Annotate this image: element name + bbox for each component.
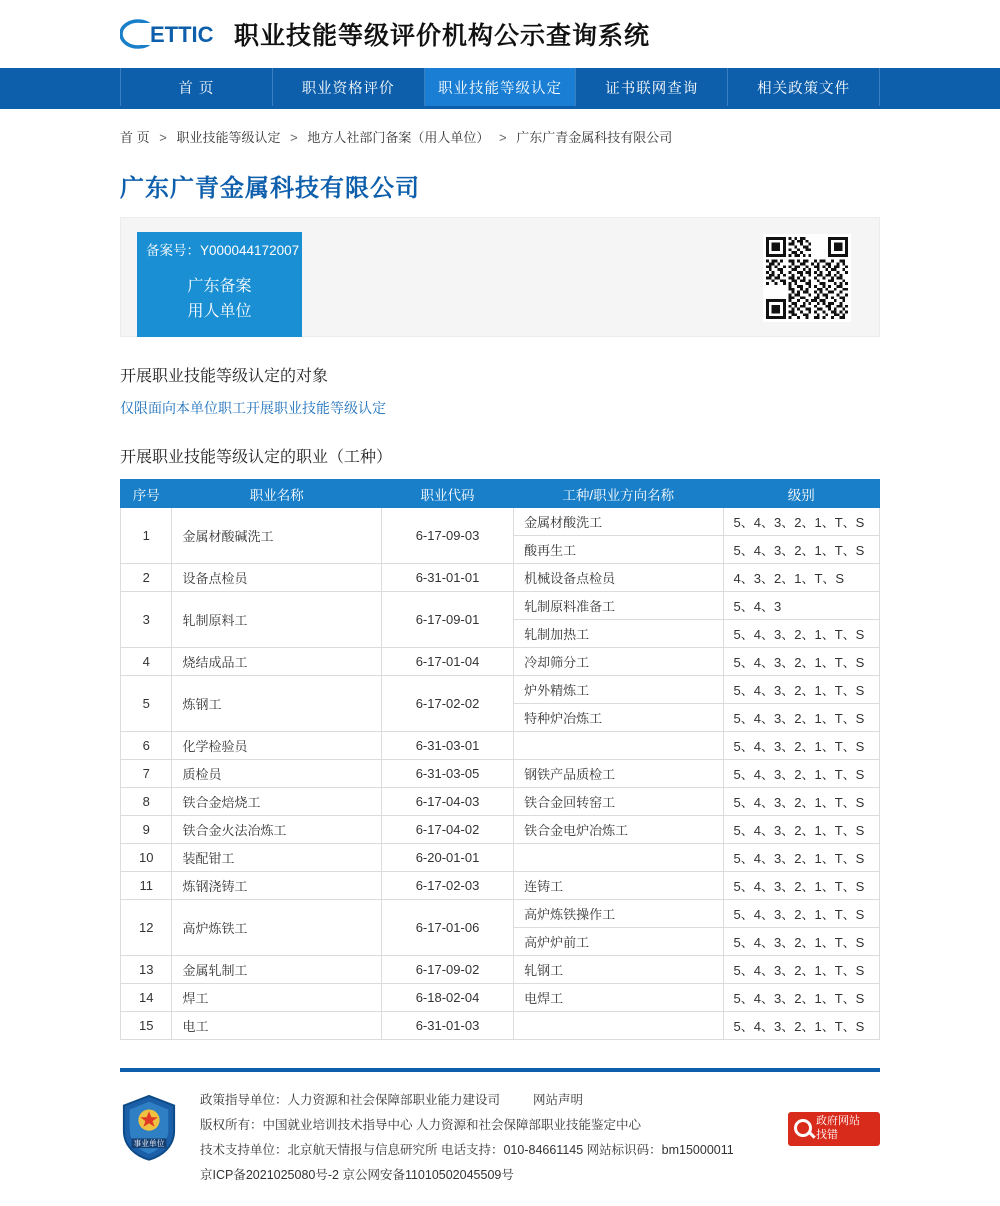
cell-direction-name: 高炉炉前工 [514, 928, 723, 956]
table-row [121, 788, 880, 816]
svg-text:事业单位: 事业单位 [133, 1139, 165, 1149]
cell-occupation-code: 6-20-01-01 [381, 844, 513, 872]
cell-index: 15 [121, 1012, 172, 1040]
breadcrumb-separator: > [159, 130, 167, 145]
cell-level: 5、4、3、2、1、T、S [723, 536, 879, 564]
cell-occupation-name: 质检员 [172, 760, 381, 788]
column-header-occupation-name: 职业名称 [172, 480, 381, 508]
table-row [121, 816, 880, 844]
cell-level: 5、4、3、2、1、T、S [723, 844, 879, 872]
jobs-section-title: 开展职业技能等级认定的职业（工种） [120, 449, 393, 466]
site-footer [0, 1072, 1000, 1206]
cell-direction-name: 电焊工 [514, 984, 723, 1012]
cell-index: 13 [121, 956, 172, 984]
cell-direction-name: 连铸工 [514, 872, 723, 900]
cell-direction-name: 铁合金电炉冶炼工 [514, 816, 723, 844]
table-row [121, 900, 880, 928]
nav-item-home[interactable]: 首 页 [120, 68, 273, 106]
cell-direction-name: 酸再生工 [514, 536, 723, 564]
cell-direction-name: 高炉炼铁操作工 [514, 900, 723, 928]
gov-website-report-badge[interactable] [788, 1112, 880, 1146]
cell-level: 5、4、3、2、1、T、S [723, 760, 879, 788]
breadcrumb-item-skill-level[interactable]: 职业技能等级认定 [176, 130, 281, 145]
cell-level: 4、3、2、1、T、S [723, 564, 879, 592]
cell-direction-name: 轧钢工 [514, 956, 723, 984]
table-row [121, 732, 880, 760]
nav-item-policy-documents[interactable]: 相关政策文件 [728, 68, 880, 106]
emblem-icon [120, 1094, 178, 1162]
target-section-title: 开展职业技能等级认定的对象 [120, 368, 329, 385]
cell-occupation-name: 炼钢工 [172, 676, 381, 732]
cell-occupation-name: 烧结成品工 [172, 648, 381, 676]
cell-occupation-code: 6-31-01-01 [381, 564, 513, 592]
cell-occupation-name: 化学检验员 [172, 732, 381, 760]
main-content [0, 109, 1000, 1040]
cell-level: 5、4、3、2、1、T、S [723, 508, 879, 536]
record-entity-label: 用人单位 [187, 302, 252, 320]
table-row [121, 648, 880, 676]
table-row [121, 760, 880, 788]
breadcrumb-separator: > [498, 130, 507, 145]
breadcrumb-item-local-record[interactable]: 地方人社部门备案（用人单位） [307, 130, 490, 145]
cell-index: 11 [121, 872, 172, 900]
cell-direction-name: 轧制加热工 [514, 620, 723, 648]
cell-level: 5、4、3、2、1、T、S [723, 732, 879, 760]
table-body [121, 508, 880, 1040]
table-row [121, 564, 880, 592]
cell-level: 5、4、3、2、1、T、S [723, 900, 879, 928]
cell-occupation-code: 6-17-02-03 [381, 872, 513, 900]
cell-index: 3 [121, 592, 172, 648]
cell-level: 5、4、3、2、1、T、S [723, 872, 879, 900]
table-row [121, 984, 880, 1012]
cell-occupation-name: 铁合金火法冶炼工 [172, 816, 381, 844]
cell-occupation-name: 高炉炼铁工 [172, 900, 381, 956]
svg-text:ETTIC: ETTIC [150, 22, 214, 47]
magnifier-handle-icon [807, 1130, 815, 1138]
record-label: 备案号： [146, 243, 200, 258]
cell-level: 5、4、3、2、1、T、S [723, 704, 879, 732]
nav-item-vocational-qualification[interactable]: 职业资格评价 [273, 68, 425, 106]
footer-text [200, 1088, 788, 1188]
cell-level: 5、4、3 [723, 592, 879, 620]
gov-badge-line-2: 找错 [816, 1129, 838, 1141]
cell-level: 5、4、3、2、1、T、S [723, 984, 879, 1012]
cell-direction-name: 金属材酸洗工 [514, 508, 723, 536]
column-header-index: 序号 [121, 480, 172, 508]
table-row [121, 508, 880, 536]
cell-level: 5、4、3、2、1、T、S [723, 788, 879, 816]
ettic-logo-icon [120, 17, 216, 51]
cell-level: 5、4、3、2、1、T、S [723, 648, 879, 676]
cell-direction-name: 特种炉冶炼工 [514, 704, 723, 732]
cell-occupation-name: 电工 [172, 1012, 381, 1040]
table-header-row [121, 480, 880, 508]
cell-occupation-name: 炼钢浇铸工 [172, 872, 381, 900]
table-row [121, 956, 880, 984]
cell-occupation-code: 6-17-01-06 [381, 900, 513, 956]
footer-line-2: 版权所有：中国就业培训技术指导中心 人力资源和社会保障部职业技能鉴定中心 [200, 1118, 641, 1132]
cell-occupation-name: 金属轧制工 [172, 956, 381, 984]
organization-title: 广东广青金属科技有限公司 [120, 175, 420, 202]
footer-line-3: 技术支持单位：北京航天情报与信息研究所 电话支持：010-84661145 网站标识码：bm15000011 [200, 1143, 734, 1157]
qr-code-icon [763, 234, 851, 322]
cell-occupation-name: 装配钳工 [172, 844, 381, 872]
breadcrumb [120, 109, 880, 156]
nav-item-certificate-query[interactable]: 证书联网查询 [576, 68, 728, 106]
cell-direction-name [514, 844, 723, 872]
cell-direction-name: 炉外精炼工 [514, 676, 723, 704]
nav-item-skill-level-certification[interactable]: 职业技能等级认定 [425, 68, 577, 106]
cell-direction-name [514, 1012, 723, 1040]
cell-occupation-code: 6-17-02-02 [381, 676, 513, 732]
table-row [121, 844, 880, 872]
cell-level: 5、4、3、2、1、T、S [723, 956, 879, 984]
cell-level: 5、4、3、2、1、T、S [723, 620, 879, 648]
cell-occupation-name: 轧制原料工 [172, 592, 381, 648]
target-section-note: 仅限面向本单位职工开展职业技能等级认定 [120, 400, 386, 416]
page-title: 职业技能等级评价机构公示查询系统 [234, 22, 651, 50]
record-badge [137, 232, 302, 337]
cell-occupation-name: 焊工 [172, 984, 381, 1012]
table-row [121, 676, 880, 704]
cell-occupation-code: 6-17-04-02 [381, 816, 513, 844]
cell-level: 5、4、3、2、1、T、S [723, 676, 879, 704]
jobs-table [120, 479, 880, 1040]
cell-level: 5、4、3、2、1、T、S [723, 1012, 879, 1040]
cell-direction-name: 冷却筛分工 [514, 648, 723, 676]
cell-index: 9 [121, 816, 172, 844]
record-type-badge [137, 266, 302, 337]
cell-occupation-name: 铁合金焙烧工 [172, 788, 381, 816]
cell-index: 7 [121, 760, 172, 788]
logo [120, 17, 216, 51]
cell-occupation-code: 6-18-02-04 [381, 984, 513, 1012]
cell-direction-name: 钢铁产品质检工 [514, 760, 723, 788]
site-header [0, 0, 1000, 68]
cell-occupation-code: 6-31-03-01 [381, 732, 513, 760]
cell-index: 12 [121, 900, 172, 956]
cell-level: 5、4、3、2、1、T、S [723, 928, 879, 956]
organization-info-card [120, 217, 880, 337]
footer-line-1 [200, 1088, 788, 1113]
record-number [137, 232, 302, 266]
cell-occupation-code: 6-17-04-03 [381, 788, 513, 816]
cell-level: 5、4、3、2、1、T、S [723, 816, 879, 844]
main-nav[interactable] [0, 68, 1000, 106]
footer-line-4: 京ICP备2021025080号-2 京公网安备11010502045509号 [200, 1168, 514, 1182]
cell-occupation-code: 6-17-09-01 [381, 592, 513, 648]
breadcrumb-separator: > [290, 130, 298, 145]
cell-occupation-code: 6-17-09-03 [381, 508, 513, 564]
cell-direction-name: 机械设备点检员 [514, 564, 723, 592]
cell-index: 10 [121, 844, 172, 872]
cell-occupation-code: 6-17-09-02 [381, 956, 513, 984]
column-header-direction-name: 工种/职业方向名称 [514, 480, 723, 508]
gov-badge-line-1: 政府网站 [816, 1115, 860, 1128]
cell-occupation-code: 6-31-01-03 [381, 1012, 513, 1040]
cell-occupation-code: 6-17-01-04 [381, 648, 513, 676]
cell-index: 6 [121, 732, 172, 760]
cell-index: 14 [121, 984, 172, 1012]
cell-index: 2 [121, 564, 172, 592]
cell-occupation-name: 设备点检员 [172, 564, 381, 592]
record-value: Y000044172007 [200, 243, 300, 258]
table-row [121, 872, 880, 900]
column-header-level: 级别 [723, 480, 879, 508]
breadcrumb-item-current: 广东广青金属科技有限公司 [516, 130, 673, 145]
table-row [121, 1012, 880, 1040]
cell-occupation-code: 6-31-03-05 [381, 760, 513, 788]
cell-occupation-name: 金属材酸碱洗工 [172, 508, 381, 564]
cell-direction-name: 轧制原料准备工 [514, 592, 723, 620]
footer-policy-guidance: 政策指导单位：人力资源和社会保障部职业能力建设司 [200, 1093, 501, 1107]
cell-index: 8 [121, 788, 172, 816]
cell-index: 5 [121, 676, 172, 732]
table-row [121, 592, 880, 620]
cell-index: 1 [121, 508, 172, 564]
footer-site-statement-link[interactable]: 网站声明 [532, 1093, 583, 1107]
record-region-label: 广东备案 [187, 278, 252, 295]
cell-direction-name [514, 732, 723, 760]
breadcrumb-item-home[interactable]: 首 页 [120, 130, 150, 145]
cell-index: 4 [121, 648, 172, 676]
cell-direction-name: 铁合金回转窑工 [514, 788, 723, 816]
column-header-occupation-code: 职业代码 [381, 480, 513, 508]
gov-badge-text [816, 1115, 860, 1143]
